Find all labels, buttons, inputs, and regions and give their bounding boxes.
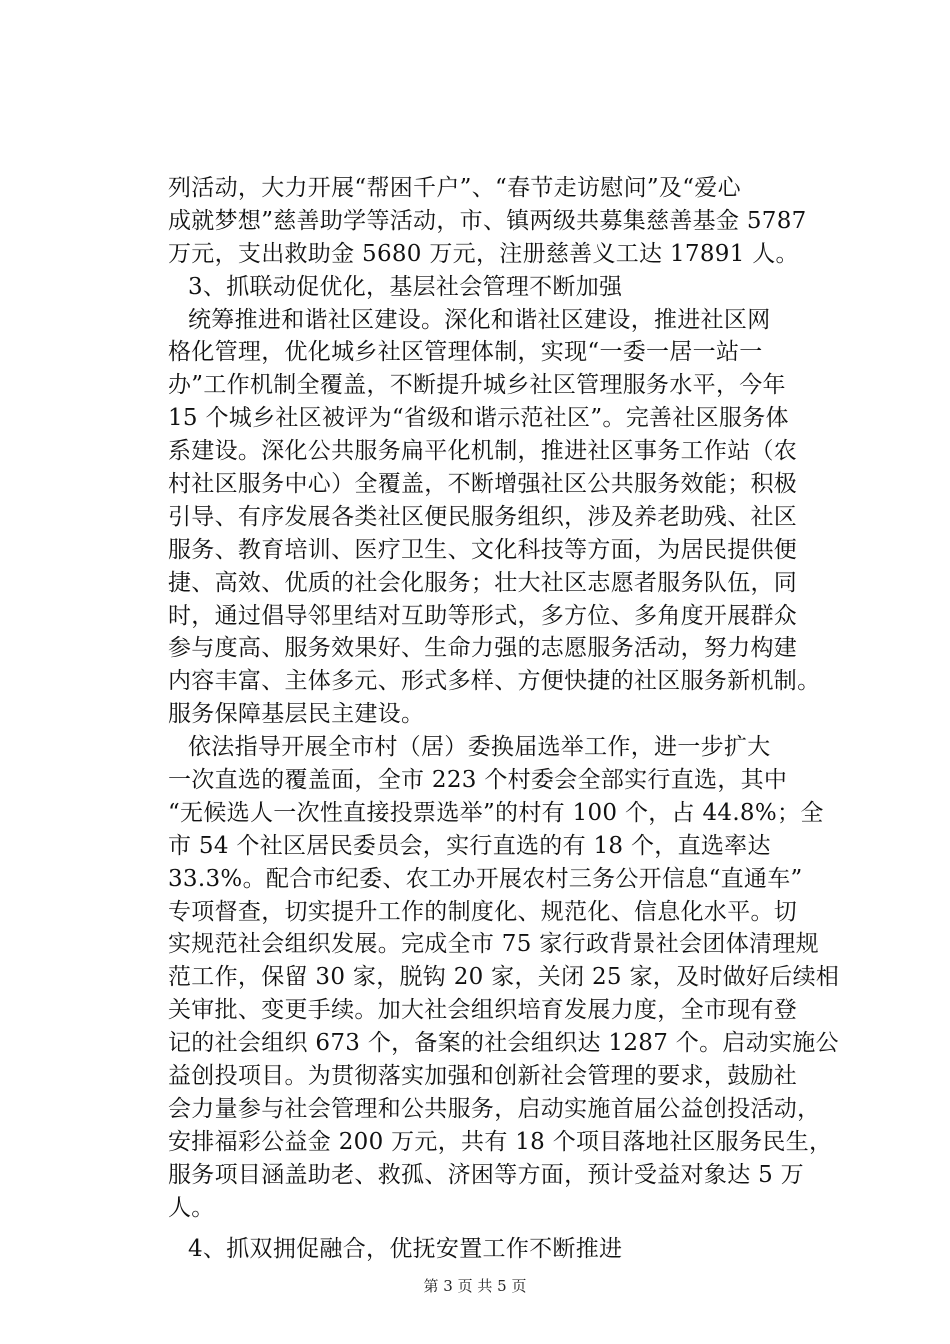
text-line: 系建设。深化公共服务扁平化机制，推进社区事务工作站（农	[168, 438, 798, 465]
text-line: 人。	[168, 1194, 215, 1221]
text-line: 范工作，保留 30 家，脱钩 20 家，关闭 25 家，及时做好后续相	[168, 964, 840, 991]
text-line: 33.3%。配合市纪委、农工办开展农村三务公开信息“直通车”	[168, 865, 803, 892]
text-line: 安排福彩公益金 200 万元，共有 18 个项目落地社区服务民生，	[168, 1128, 833, 1155]
text-line: 记的社会组织 673 个，备案的社会组织达 1287 个。启动实施公	[168, 1030, 839, 1057]
text-line: 成就梦想”慈善助学等活动，市、镇两级共募集慈善基金 5787	[168, 207, 807, 234]
text-line: 市 54 个社区居民委员会，实行直选的有 18 个，直选率达	[168, 832, 771, 859]
text-line: “无候选人一次性直接投票选举”的村有 100 个，占 44.8%；全	[168, 799, 824, 826]
section-heading: 4、抓双拥促融合，优抚安置工作不断推进	[188, 1235, 623, 1262]
text-line: 服务、教育培训、医疗卫生、文化科技等方面，为居民提供便	[168, 536, 798, 563]
text-line: 内容丰富、主体多元、形式多样、方便快捷的社区服务新机制。	[168, 668, 821, 695]
text-line: 服务项目涵盖助老、救孤、济困等方面，预计受益对象达 5 万	[168, 1161, 804, 1188]
page-number: 第 3 页 共 5 页	[423, 1277, 527, 1295]
text-line: 办”工作机制全覆盖，不断提升城乡社区管理服务水平，今年	[168, 372, 786, 399]
text-line: 引导、有序发展各类社区便民服务组织，涉及养老助残、社区	[168, 503, 798, 530]
text-line: 会力量参与社会管理和公共服务，启动实施首届公益创投活动，	[168, 1095, 821, 1122]
text-line: 专项督查，切实提升工作的制度化、规范化、信息化水平。切	[168, 898, 798, 925]
text-line: 益创投项目。为贯彻落实加强和创新社会管理的要求，鼓励社	[168, 1063, 798, 1090]
text-line: 服务保障基层民主建设。	[168, 701, 425, 728]
text-line: 列活动，大力开展“帮困千户”、“春节走访慰问”及“爱心	[168, 175, 741, 201]
text-line: 参与度高、服务效果好、生命力强的志愿服务活动，努力构建	[168, 635, 798, 662]
text-line: 万元，支出救助金 5680 万元，注册慈善义工达 17891 人。	[168, 240, 799, 267]
paragraph-start-line: 依法指导开展全市村（居）委换届选举工作，进一步扩大	[188, 734, 771, 761]
text-line: 关审批、变更手续。加大社会组织培育发展力度，全市现有登	[168, 997, 798, 1024]
text-line: 15 个城乡社区被评为“省级和谐示范社区”。完善社区服务体	[168, 405, 789, 432]
paragraph-start-line: 统筹推进和谐社区建设。深化和谐社区建设，推进社区网	[188, 306, 771, 333]
text-line: 时，通过倡导邻里结对互助等形式，多方位、多角度开展群众	[168, 602, 798, 629]
text-line: 格化管理，优化城乡社区管理体制，实现“一委一居一站一	[168, 339, 763, 366]
document-body	[168, 172, 858, 1265]
text-line: 一次直选的覆盖面，全市 223 个村委会全部实行直选，其中	[168, 767, 788, 794]
section-heading: 3、抓联动促优化，基层社会管理不断加强	[188, 273, 623, 300]
text-line: 捷、高效、优质的社会化服务；壮大社区志愿者服务队伍，同	[168, 569, 798, 596]
text-line: 村社区服务中心）全覆盖，不断增强社区公共服务效能；积极	[168, 471, 798, 498]
text-line: 实规范社会组织发展。完成全市 75 家行政背景社会团体清理规	[168, 931, 819, 958]
